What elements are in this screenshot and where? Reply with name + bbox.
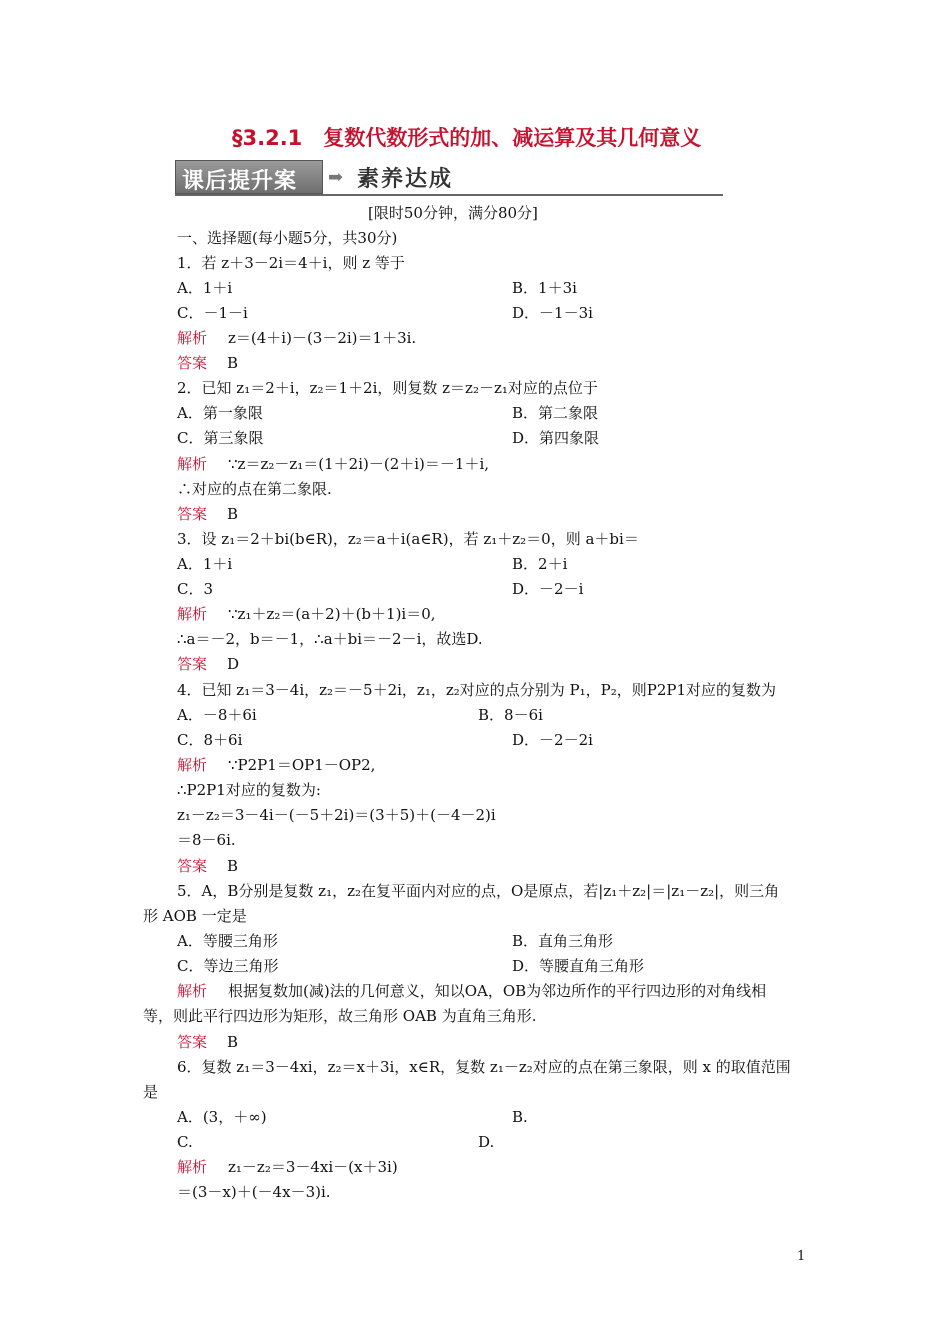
q6-option-b: B. (512, 1108, 528, 1126)
q6-analysis: z₁－z₂＝3－4xi－(x＋3i) (228, 1158, 398, 1176)
q6-option-a: A．(3，＋∞) (177, 1108, 267, 1126)
section-banner (175, 160, 723, 196)
q4-option-a: A．－8＋6i (177, 706, 257, 724)
section-heading: 一、选择题(每小题5分，共30分) (177, 229, 398, 247)
q3-option-b: B．2＋i (512, 555, 568, 573)
q2-analysis: ∵z＝z₂－z₁＝(1＋2i)－(2＋i)＝－1＋i, (228, 455, 490, 473)
banner-left-text: 课后提升案 (182, 169, 298, 194)
q3-stem: 3．设 z₁＝2＋bi(b∈R)，z₂＝a＋i(a∈R)，若 z₁＋z₂＝0，则 a＋bi＝ (177, 530, 639, 548)
q1-stem: 1．若 z＋3－2i＝4＋i，则 z 等于 (177, 254, 405, 272)
q1-option-c: C．－1－i (177, 304, 248, 322)
q4-answer-label: 答案 (177, 857, 208, 875)
q2-analysis-2: ∴对应的点在第二象限. (177, 480, 332, 498)
q2-option-b: B．第二象限 (512, 404, 599, 422)
q5-analysis-2: 等，则此平行四边形为矩形，故三角形 OAB 为直角三角形. (143, 1007, 537, 1025)
q4-option-d: D．－2－2i (512, 731, 593, 749)
arrow-right-icon: ➡ (328, 167, 344, 188)
q1-option-d: D．－1－3i (512, 304, 593, 322)
q3-answer-label: 答案 (177, 655, 208, 673)
q5-option-c: C．等边三角形 (177, 957, 279, 975)
q5-analysis-label: 解析 (177, 982, 208, 1000)
q5-stem: 5．A，B分别是复数 z₁，z₂在复平面内对应的点，O是原点，若|z₁＋z₂|＝|z₁－z₂|，则三角 (177, 882, 780, 900)
time-limit: [限时50分钟，满分80分] (368, 204, 538, 222)
q3-analysis-2: ∴a＝－2，b＝－1，∴a＋bi＝－2－i，故选D. (177, 630, 483, 648)
q6-stem: 6．复数 z₁＝3－4xi，z₂＝x＋3i，x∈R，复数 z₁－z₂对应的点在第三象限，则 x 的取值范围 (177, 1058, 791, 1076)
q2-option-d: D．第四象限 (512, 429, 600, 447)
q5-analysis: 根据复数加(减)法的几何意义，知以OA，OB为邻边所作的平行四边形的对角线相 (228, 982, 767, 1000)
q6-stem-2: 是 (143, 1083, 159, 1101)
q1-answer-label: 答案 (177, 354, 208, 372)
q1-option-a: A．1＋i (177, 279, 233, 297)
banner-right-text: 素养达成 (357, 167, 454, 192)
q3-option-c: C．3 (177, 580, 214, 598)
q4-answer: B (227, 857, 239, 875)
banner-divider (175, 194, 723, 196)
q2-option-a: A．第一象限 (177, 404, 263, 422)
q3-option-d: D．－2－i (512, 580, 584, 598)
q4-analysis-3: z₁－z₂＝3－4i－(－5＋2i)＝(3＋5)＋(－4－2)i (177, 806, 496, 824)
page-title: §3.2.1 复数代数形式的加、减运算及其几何意义 (232, 126, 702, 150)
q1-analysis-label: 解析 (177, 329, 208, 347)
q6-analysis-label: 解析 (177, 1158, 208, 1176)
q5-answer-label: 答案 (177, 1033, 208, 1051)
q2-option-c: C．第三象限 (177, 429, 264, 447)
q2-analysis-label: 解析 (177, 455, 208, 473)
q5-stem-2: 形 AOB 一定是 (143, 907, 247, 925)
q4-option-c: C．8＋6i (177, 731, 243, 749)
q3-analysis: ∵z₁＋z₂＝(a＋2)＋(b＋1)i＝0, (228, 605, 436, 623)
q4-analysis-label: 解析 (177, 756, 208, 774)
q2-answer: B (227, 505, 239, 523)
q3-answer: D (227, 655, 240, 673)
q6-option-c: C. (177, 1133, 193, 1151)
q1-analysis: z＝(4＋i)－(3－2i)＝1＋3i. (228, 329, 417, 347)
q4-analysis: ∵P2P1＝OP1－OP2, (228, 756, 376, 774)
q4-analysis-4: ＝8－6i. (177, 831, 236, 849)
page-number: 1 (797, 1249, 806, 1264)
q5-option-d: D．等腰直角三角形 (512, 957, 645, 975)
q5-option-b: B．直角三角形 (512, 932, 614, 950)
q1-option-b: B．1＋3i (512, 279, 577, 297)
q3-analysis-label: 解析 (177, 605, 208, 623)
q4-option-b: B．8－6i (478, 706, 543, 724)
q2-stem: 2．已知 z₁＝2＋i，z₂＝1＋2i，则复数 z＝z₂－z₁对应的点位于 (177, 379, 598, 397)
q1-answer: B (227, 354, 239, 372)
q3-option-a: A．1＋i (177, 555, 233, 573)
q6-analysis-2: ＝(3－x)＋(－4x－3)i. (177, 1183, 331, 1201)
q4-stem: 4．已知 z₁＝3－4i，z₂＝－5＋2i，z₁，z₂对应的点分别为 P₁，P₂，则P2P1对应的复数为 (177, 681, 776, 699)
q4-analysis-2: ∴P2P1对应的复数为: (177, 781, 321, 799)
q5-answer: B (227, 1033, 239, 1051)
q6-option-d: D. (478, 1133, 495, 1151)
q2-answer-label: 答案 (177, 505, 208, 523)
q5-option-a: A．等腰三角形 (177, 932, 278, 950)
banner-label-box (175, 160, 323, 194)
